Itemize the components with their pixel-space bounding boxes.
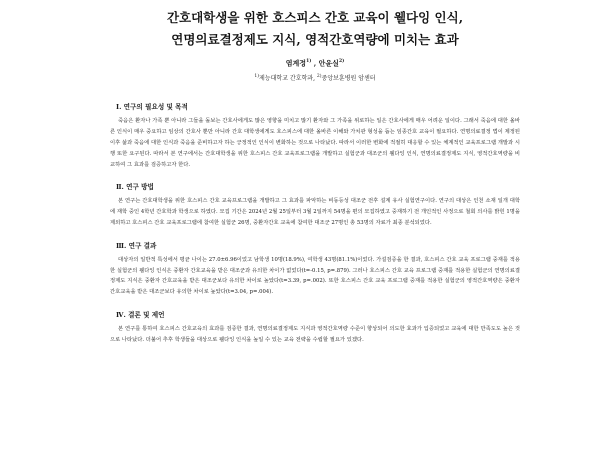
author-line bbox=[110, 57, 520, 67]
affiliation-line bbox=[110, 73, 520, 83]
section-heading: Ⅲ. 연구 결과 bbox=[116, 241, 157, 250]
section-paragraph: 본 연구는 간호대학생을 위한 호스피스 간호 교육프로그램을 개발하고 그 효과를 파악하는 비동등성 대조군 전후 설계 유사 실험연구이다. 연구의 대상은 인천 소재 일개 대학에 재학 중인 4학년 간호학과 학생으로 하였다. 모집 기간은 2024년 2월 25일부터 3월 2일까지 54명을 편의 모집하였고 중재하기 전 개인적인 사정으로 철회 의사를 밝힌 1명을 제외하고 호스피스 간호 교육프로그램에 참여한 실험군 26명, 중환자간호 교육에 참여한 대조군 27명인 총 53명의 자료가 최종 분석되었다. bbox=[110, 198, 520, 226]
section-background bbox=[110, 103, 520, 170]
author-affil-mark: 1) bbox=[306, 59, 312, 64]
section-paragraph: 본 연구를 통하여 호스피스 간호교육의 효과를 검증한 결과, 연명의료결정제도 지식과 영적간호역량 수준이 향상되어 의도한 효과가 입증되었고 교육에 대한 만족도도 높은 것으로 나타났다. 더불어 추후 학생들을 대상으로 웰다잉 인식을 높일 수 있는 교육 전략을 수립할 필요가 있겠다. bbox=[110, 325, 520, 343]
author-affil-mark: 2) bbox=[338, 59, 345, 64]
section-heading: Ⅱ. 연구 방법 bbox=[116, 183, 154, 192]
section-paragraph: 죽음은 환자나 가족 뿐 아니라 그들을 돌보는 간호사에게도 많은 영향을 미치고 많기 환자와 그 가족을 위로하는 일은 간호사에게 매우 어려운 일이다. 그래서 죽음에 대한 올바른 인식이 매우 중요하고 임상의 간호사 뿐만 아니라 간호 대학생에게도 호스피스에 대한 올바른 이해와 가치관 형성을 돕는 임종간호 교육이 필요하다. 연명의료결정 법이 제정된 이후 삶과 죽음에 대한 인식과 죽음을 준비하고자 하는 긍정적인 인식이 변화하는 것으로 나타났다. 따라서 이러한 변화에 적절히 대응할 수 있는 체계적인 교육프로그램 개발과 시행 또한 요구된다. 따라서 본 연구에서는 간호대학생을 위한 호스피스 간호 교육프로그램을 개발하고 실험군과 대조군의 웰다잉 인식, 연명의료결정제도 지식, 영적간호역량을 비교하여 그 효과를 검증하고자 한다. bbox=[110, 118, 520, 168]
section-results bbox=[110, 242, 520, 298]
paper-title-line1: 간호대학생을 위한 호스피스 간호 교육이 웰다잉 인식, bbox=[166, 10, 464, 25]
section-paragraph: 대상자의 일반적 특성에서 평균 나이는 27.0±6.96이었고 남학생 10명(18.9%), 여학생 43명(81.1%)이었다. 가설검증을 한 결과, 호스피스 간호 교육 프로그램 중재를 적용한 실험군의 웰다잉 인식은 중환자 간호교육을 받은 대조군과 유의한 차이가 없었다(t=-0.15, p=.879). 그러나 호스피스 간호 교육 프로그램 중재를 적용한 실험군의 연명의료결정제도 지식은 중환자 간호교육을 받은 대조군보다 유의한 차이로 높았다(t=3.39, p=.002). 또한 호스피스 간호 교육 프로그램 중재를 적용한 실험군의 영적간호역량은 중환자 간호교육을 받은 대조군보다 유의한 차이로 높았다(t=3.04, p=.004). bbox=[110, 256, 520, 296]
section-heading: Ⅰ. 연구의 필요성 및 목적 bbox=[116, 103, 188, 112]
section-heading: Ⅳ. 결론 및 제언 bbox=[116, 310, 165, 319]
section-methods bbox=[110, 183, 520, 228]
paper-title-line2: 연명의료결정제도 지식, 영적간호역량에 미치는 효과 bbox=[171, 32, 459, 47]
author-name: 안윤실 bbox=[318, 58, 339, 68]
paper-abstract-page bbox=[0, 9, 606, 459]
author-separator: , bbox=[311, 58, 319, 68]
section-conclusion bbox=[110, 311, 520, 346]
affiliation-text: 제능대학교 간호학과, bbox=[259, 75, 317, 83]
affiliation-mark: 1) bbox=[254, 74, 260, 80]
affiliation-text: 중앙보훈병원 암센터 bbox=[321, 75, 376, 83]
author-name: 염계정 bbox=[285, 58, 307, 68]
affiliation-mark: 2) bbox=[316, 74, 322, 80]
